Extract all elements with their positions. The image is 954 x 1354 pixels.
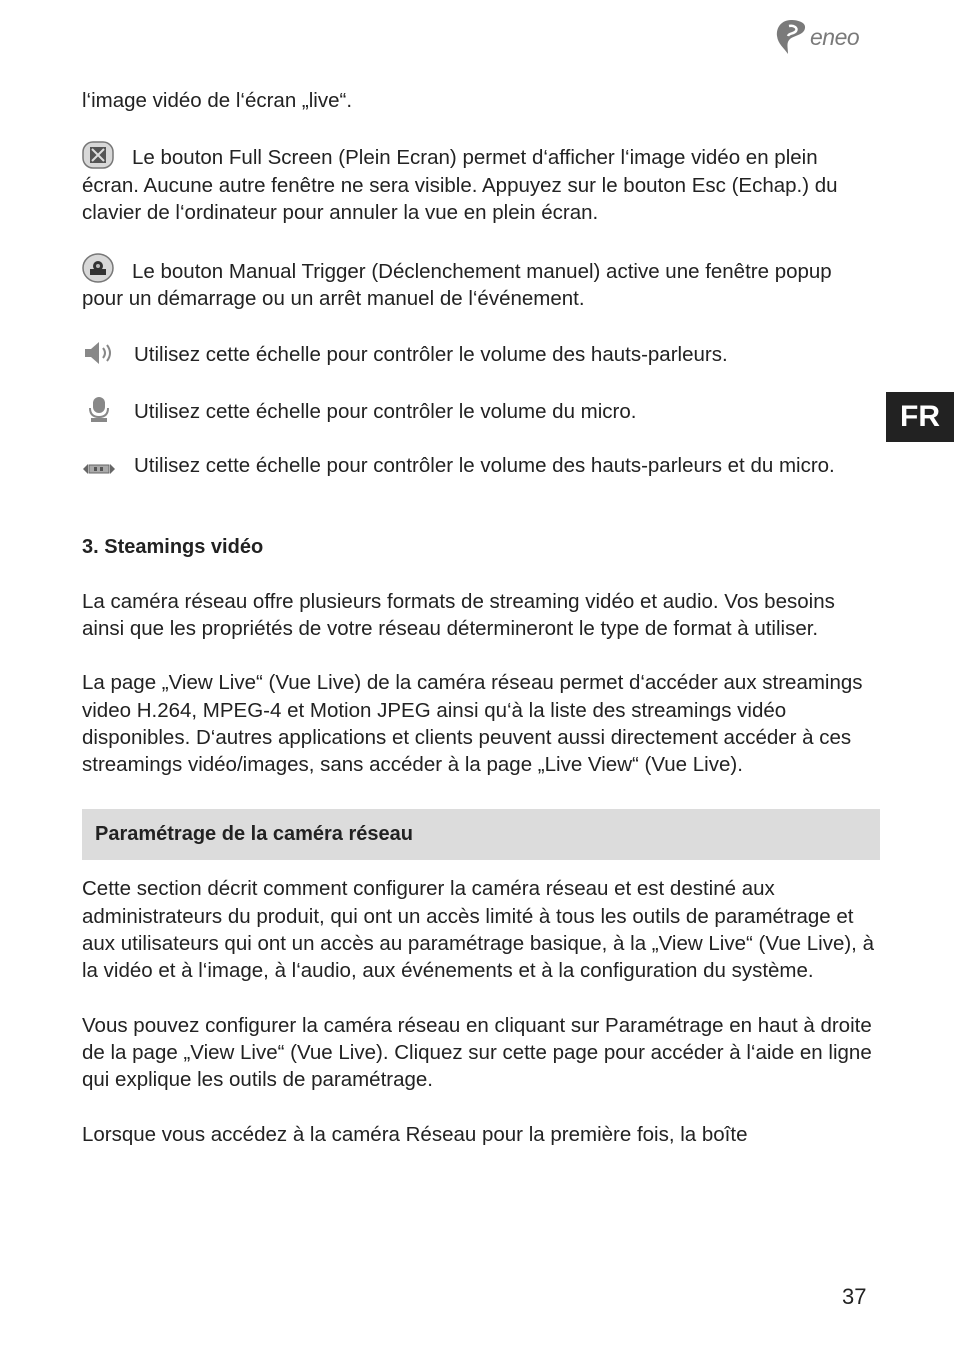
both-volume-description — [82, 452, 874, 479]
mic-volume-description — [82, 395, 874, 425]
manual-trigger-text: Le bouton Manual Trigger (Déclenchement manuel) active une fenêtre popup pour un démarrage ou un arrêt manuel de l‘événement. — [82, 260, 832, 311]
speaker-and-mic-slider-icon — [82, 461, 116, 477]
section-title-band — [82, 809, 880, 860]
streaming-heading: 3. Steamings vidéo — [82, 535, 264, 558]
fullscreen-button-icon — [82, 141, 114, 169]
fullscreen-text: Le bouton Full Screen (Plein Ecran) permet d‘afficher l‘image vidéo en plein écran. Aucune autre fenêtre ne sera visible. Appuyez sur le bouton Esc (Echap.) du clavier de l‘ordinateur pour annuler la vue en plein écran. — [82, 146, 838, 224]
speaker-volume-text: Utilisez cette échelle pour contrôler le volume des hauts-parleurs. — [134, 342, 728, 366]
page-number: 37 — [842, 1284, 867, 1309]
speaker-volume-description — [82, 340, 874, 368]
streaming-paragraph-1: La caméra réseau offre plusieurs formats de streaming vidéo et audio. Vos besoins ainsi que les propriétés de votre réseau détermineront le type de format à utiliser. — [82, 589, 835, 640]
section-title: Paramétrage de la caméra réseau — [95, 823, 413, 846]
both-volume-text: Utilisez cette échelle pour contrôler le volume des hauts-parleurs et du micro. — [134, 454, 835, 478]
streaming-paragraph-2: La page „View Live“ (Vue Live) de la caméra réseau permet d‘accéder aux streamings video H.264, MPEG-4 et Motion JPEG ainsi qu‘à la liste des streamings vidéo disponibles. D‘autres applications et clients peuvent aussi directement accéder à ces streamings vidéo/images, sans accéder à la page „Live View“ (Vue Live). — [82, 671, 863, 777]
setup-paragraph-2: Vous pouvez configurer la caméra réseau en cliquant sur Paramétrage en haut à droite de la page „View Live“ (Vue Live). Cliquez sur cette page pour accéder à l‘aide en ligne qui explique les outils de paramétrage. — [82, 1013, 872, 1092]
manual-trigger-description — [82, 253, 874, 313]
setup-paragraph-1: Cette section décrit comment configurer la caméra réseau et est destiné aux administrateurs du produit, qui ont un accès limité à tous les outils de paramétrage et aux utilisateurs qui ont un accès au paramétrage basique, à la „View Live“ (Vue Live), à la vidéo et à l‘image, à l‘audio, aux événements et à la configuration du système. — [82, 877, 874, 983]
speaker-volume-icon — [82, 340, 116, 366]
eneo-logo — [774, 18, 859, 56]
setup-paragraph-3: Lorsque vous accédez à la caméra Réseau pour la première fois, la boîte — [82, 1122, 748, 1146]
fullscreen-description — [82, 141, 874, 226]
eneo-logo-icon — [774, 18, 808, 56]
microphone-icon — [82, 395, 116, 423]
mic-volume-text: Utilisez cette échelle pour contrôler le volume du micro. — [134, 400, 637, 424]
intro-tail-text: l‘image vidéo de l‘écran „live“. — [82, 89, 353, 112]
page-content — [82, 87, 874, 1148]
logo-text: eneo — [810, 23, 860, 50]
language-tab-fr: FR — [886, 392, 954, 442]
manual-trigger-button-icon — [82, 253, 114, 283]
